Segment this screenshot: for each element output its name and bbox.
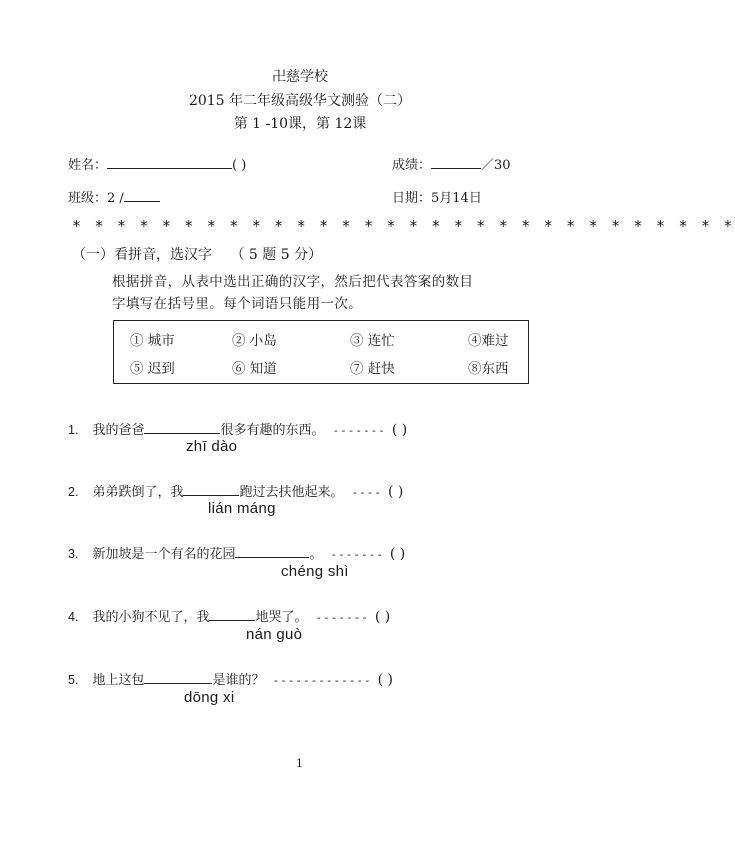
answer-blank[interactable] [183, 481, 239, 496]
dash-leader: ---- [351, 486, 382, 499]
section-score: （ 5 题 5 分） [230, 247, 323, 263]
word-bank-item: ⑦ 赶快 [350, 361, 395, 377]
answer-paren[interactable]: ( ) [391, 422, 408, 438]
dash-leader: ------- [332, 424, 386, 437]
section-title: （一）看拼音，选汉字 [72, 247, 212, 263]
question-text-after: 是谁的？ [212, 673, 265, 688]
score-row [392, 154, 511, 173]
lesson-range: 第 1 -10课，第 12课 [233, 116, 367, 132]
word-bank-item: ⑤ 迟到 [130, 361, 175, 377]
question-3 [68, 543, 405, 562]
class-value: 2 / [107, 191, 124, 206]
score-total: ／30 [481, 158, 511, 173]
dash-leader: ------- [330, 548, 384, 561]
question-4 [68, 606, 390, 625]
answer-paren[interactable]: ( ) [377, 672, 393, 688]
name-label: 姓名： [68, 158, 108, 173]
star-divider: * * * * * * * * * * * * * * * * * * * * * * * * * * * * * * [72, 217, 735, 235]
date-value: 5月14日 [431, 191, 482, 206]
word-bank-item: ⑥ 知道 [232, 361, 277, 377]
pinyin-hint: chéng shì [281, 563, 349, 580]
word-bank-item: ② 小岛 [232, 333, 277, 349]
answer-blank[interactable] [235, 543, 309, 558]
answer-paren[interactable]: ( ) [374, 609, 391, 625]
name-blank[interactable] [107, 154, 232, 169]
date-row [392, 187, 482, 206]
score-blank[interactable] [431, 154, 481, 169]
question-text-before: 新加坡是一个有名的花园 [92, 547, 236, 562]
answer-blank[interactable] [209, 606, 255, 621]
question-text-after: 地哭了。 [255, 610, 308, 625]
instruction-line-1: 根据拼音，从表中选出正确的汉字，然后把代表答案的数目 [112, 274, 474, 290]
date-label: 日期： [392, 191, 432, 206]
class-blank[interactable] [124, 187, 160, 202]
section-heading [72, 244, 322, 264]
school-name: 卍慈学校 [272, 69, 328, 85]
question-number: 2. [68, 485, 79, 499]
pinyin-hint: zhī dào [186, 438, 238, 455]
question-1 [68, 419, 407, 438]
question-text-after: 。 [309, 547, 323, 562]
word-bank-item: ③ 连忙 [350, 333, 395, 349]
answer-paren[interactable]: ( ) [387, 484, 404, 500]
name-paren: ( ) [232, 158, 247, 173]
word-bank [113, 320, 529, 384]
score-label: 成绩： [392, 158, 432, 173]
test-title: 2015 年二年级高级华文测验（二） [188, 93, 412, 109]
question-number: 5. [68, 673, 79, 687]
question-5 [68, 669, 393, 688]
answer-blank[interactable] [144, 419, 220, 434]
answer-paren[interactable]: ( ) [389, 546, 406, 562]
dash-leader: ------- [315, 611, 369, 624]
name-row [68, 154, 246, 173]
question-text-after: 很多有趣的东西。 [220, 423, 325, 438]
class-label: 班级： [68, 191, 108, 206]
word-bank-item: ⑧东西 [468, 361, 509, 377]
class-row [68, 187, 160, 206]
question-text-after: 跑过去扶他起来。 [239, 485, 344, 500]
question-text-before: 我的小狗不见了，我 [92, 610, 210, 625]
question-text-before: 弟弟跌倒了，我 [92, 485, 184, 500]
question-number: 4. [68, 610, 79, 624]
question-2 [68, 481, 403, 500]
pinyin-hint: nán guò [246, 626, 303, 643]
question-number: 3. [68, 547, 79, 561]
instruction-line-2: 字填写在括号里。每个词语只能用一次。 [112, 296, 363, 312]
pinyin-hint: dōng xi [184, 689, 235, 706]
word-bank-item: ① 城市 [130, 333, 175, 349]
answer-blank[interactable] [144, 669, 212, 684]
question-text-before: 地上这包 [92, 673, 145, 688]
page-number: 1 [296, 757, 303, 770]
dash-leader: ------------- [272, 674, 372, 687]
question-text-before: 我的爸爸 [92, 423, 145, 438]
question-number: 1. [68, 423, 79, 437]
word-bank-item: ④难过 [468, 333, 509, 349]
pinyin-hint: lián máng [208, 500, 276, 517]
